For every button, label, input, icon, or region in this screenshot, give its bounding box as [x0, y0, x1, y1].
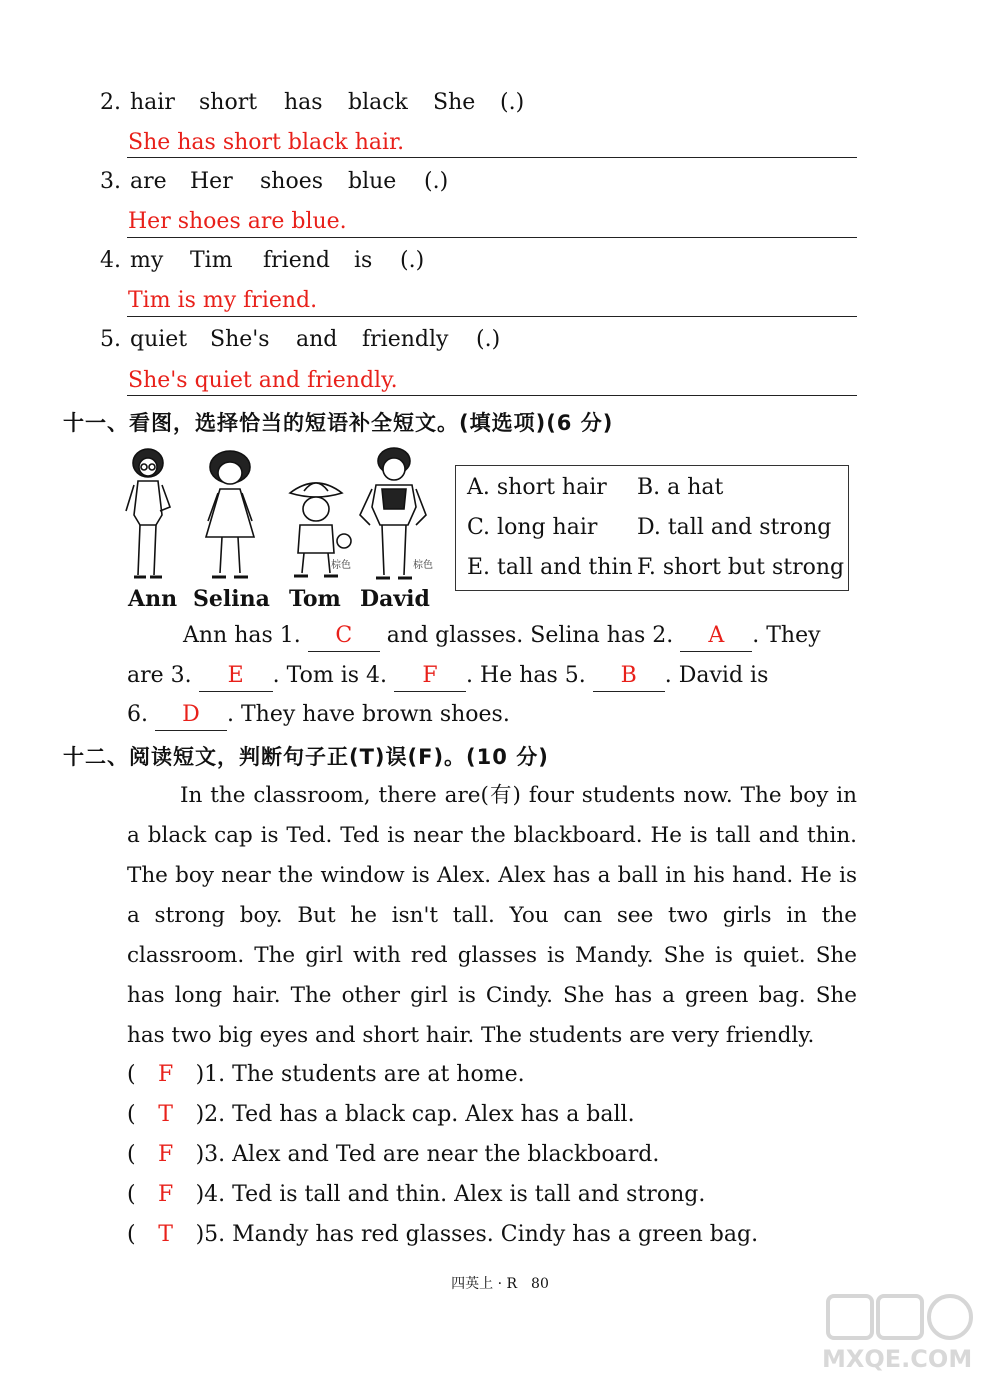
q2-answer: She has short black hair.: [128, 130, 405, 155]
tf-text: )1. The students are at home.: [195, 1062, 525, 1087]
q4-word: (.): [400, 248, 425, 273]
characters-illustration: [120, 445, 440, 590]
blank-2: A: [680, 621, 752, 652]
q2-word: hair: [130, 90, 175, 115]
paren: (: [127, 1142, 136, 1167]
passage-line-1: [183, 621, 821, 652]
tom-shoe-color-note: 棕色: [331, 560, 351, 571]
tf-item-5: [127, 1220, 758, 1250]
passage-text: . They: [752, 623, 821, 648]
paren: (: [127, 1182, 136, 1207]
option-c: C. long hair: [467, 515, 598, 540]
tf-text: )3. Alex and Ted are near the blackboard.: [195, 1142, 660, 1167]
q3-word: shoes: [260, 169, 324, 194]
passage-text: . David is: [664, 663, 769, 688]
q2-word: black: [348, 90, 408, 115]
q3-number: 3.: [100, 169, 121, 194]
answer-line: [127, 395, 857, 396]
tf-answer: F: [157, 1062, 174, 1087]
selina-figure: [206, 451, 254, 577]
watermark-logo-icon: [826, 1292, 976, 1342]
tf-text: )5. Mandy has red glasses. Cindy has a green bag.: [195, 1222, 759, 1247]
blank-6: D: [155, 700, 227, 731]
tf-item-1: [127, 1060, 525, 1090]
q4-word: friend: [263, 248, 330, 273]
section-12-heading: 十二、阅读短文，判断句子正(T)误(F)。(10 分): [63, 745, 549, 769]
q2-word: has: [284, 90, 323, 115]
blank-4: F: [394, 661, 466, 692]
q5-word: quiet: [130, 327, 188, 352]
blank-1: C: [308, 621, 380, 652]
passage-text: . Tom is 4.: [272, 663, 388, 688]
q4-word: is: [354, 248, 373, 273]
q4-word: my: [130, 248, 164, 273]
passage-text: 6.: [127, 702, 148, 727]
options-box: [455, 465, 849, 591]
passage-text: Ann has 1.: [183, 623, 301, 648]
answer-line: [127, 157, 857, 158]
q2-number: 2.: [100, 90, 121, 115]
name-david: David: [360, 586, 430, 612]
option-b: B. a hat: [637, 475, 724, 500]
name-tom: Tom: [289, 586, 341, 612]
tf-answer: T: [158, 1102, 173, 1127]
q4-number: 4.: [100, 248, 121, 273]
name-selina: Selina: [193, 586, 270, 612]
q5-word: friendly: [362, 327, 449, 352]
q3-word: Her: [190, 169, 233, 194]
q3-word: blue: [348, 169, 397, 194]
blank-5: B: [593, 661, 665, 692]
q3-word: (.): [424, 169, 449, 194]
q5-number: 5.: [100, 327, 121, 352]
q5-word: (.): [476, 327, 501, 352]
section-11-heading: 十一、看图，选择恰当的短语补全短文。(填选项)(6 分): [63, 411, 614, 435]
q4-word: Tim: [190, 248, 233, 273]
q4-answer: Tim is my friend.: [128, 288, 318, 313]
tf-answer: F: [157, 1182, 174, 1207]
answer-line: [127, 316, 857, 317]
tf-item-2: [127, 1100, 635, 1130]
option-f: F. short but strong: [637, 555, 845, 580]
q5-word: She's: [210, 327, 270, 352]
watermark-text: MXQE.COM: [822, 1345, 973, 1373]
q3-word: are: [130, 169, 167, 194]
tf-item-4: [127, 1180, 705, 1210]
tf-item-3: [127, 1140, 659, 1170]
option-e: E. tall and thin: [467, 555, 633, 580]
q2-word: She: [433, 90, 476, 115]
option-a: A. short hair: [467, 475, 607, 500]
passage-text: are 3.: [127, 663, 192, 688]
q5-answer: She's quiet and friendly.: [128, 368, 398, 393]
passage-text: . He has 5.: [466, 663, 586, 688]
paren: (: [127, 1102, 136, 1127]
q5-word: and: [296, 327, 338, 352]
paren: (: [127, 1222, 136, 1247]
answer-line: [127, 237, 857, 238]
option-d: D. tall and strong: [637, 515, 832, 540]
tf-text: )4. Ted is tall and thin. Alex is tall and strong.: [195, 1182, 706, 1207]
tf-answer: T: [158, 1222, 173, 1247]
page-footer: 四英上 · R 80: [451, 1276, 549, 1292]
q2-word: (.): [500, 90, 525, 115]
passage-text: . They have brown shoes.: [227, 702, 510, 727]
david-shoe-color-note: 棕色: [413, 560, 433, 571]
reading-passage: In the classroom, there are(有) four students now. The boy in a black cap is Ted. Ted is near the blackboard. He is tall and thin. The boy near the window is Alex. Alex has a ball in his hand. He is a strong boy. But he isn't tall. You can see two girls in the classroom. The girl with red glasses is Mandy. She is quiet. She has long hair. The other girl is Cindy. She has a green bag. She has two big eyes and short hair. The students are very friendly.: [127, 783, 857, 1048]
passage-line-2: [127, 661, 768, 692]
blank-3: E: [199, 661, 273, 692]
ann-figure: [126, 449, 170, 577]
q3-answer: Her shoes are blue.: [128, 209, 347, 234]
paren: (: [127, 1062, 136, 1087]
name-ann: Ann: [128, 586, 178, 612]
tf-text: )2. Ted has a black cap. Alex has a ball.: [195, 1102, 635, 1127]
passage-text: and glasses. Selina has 2.: [386, 623, 674, 648]
passage-line-3: [127, 700, 510, 731]
tf-answer: F: [157, 1142, 174, 1167]
q2-word: short: [199, 90, 258, 115]
